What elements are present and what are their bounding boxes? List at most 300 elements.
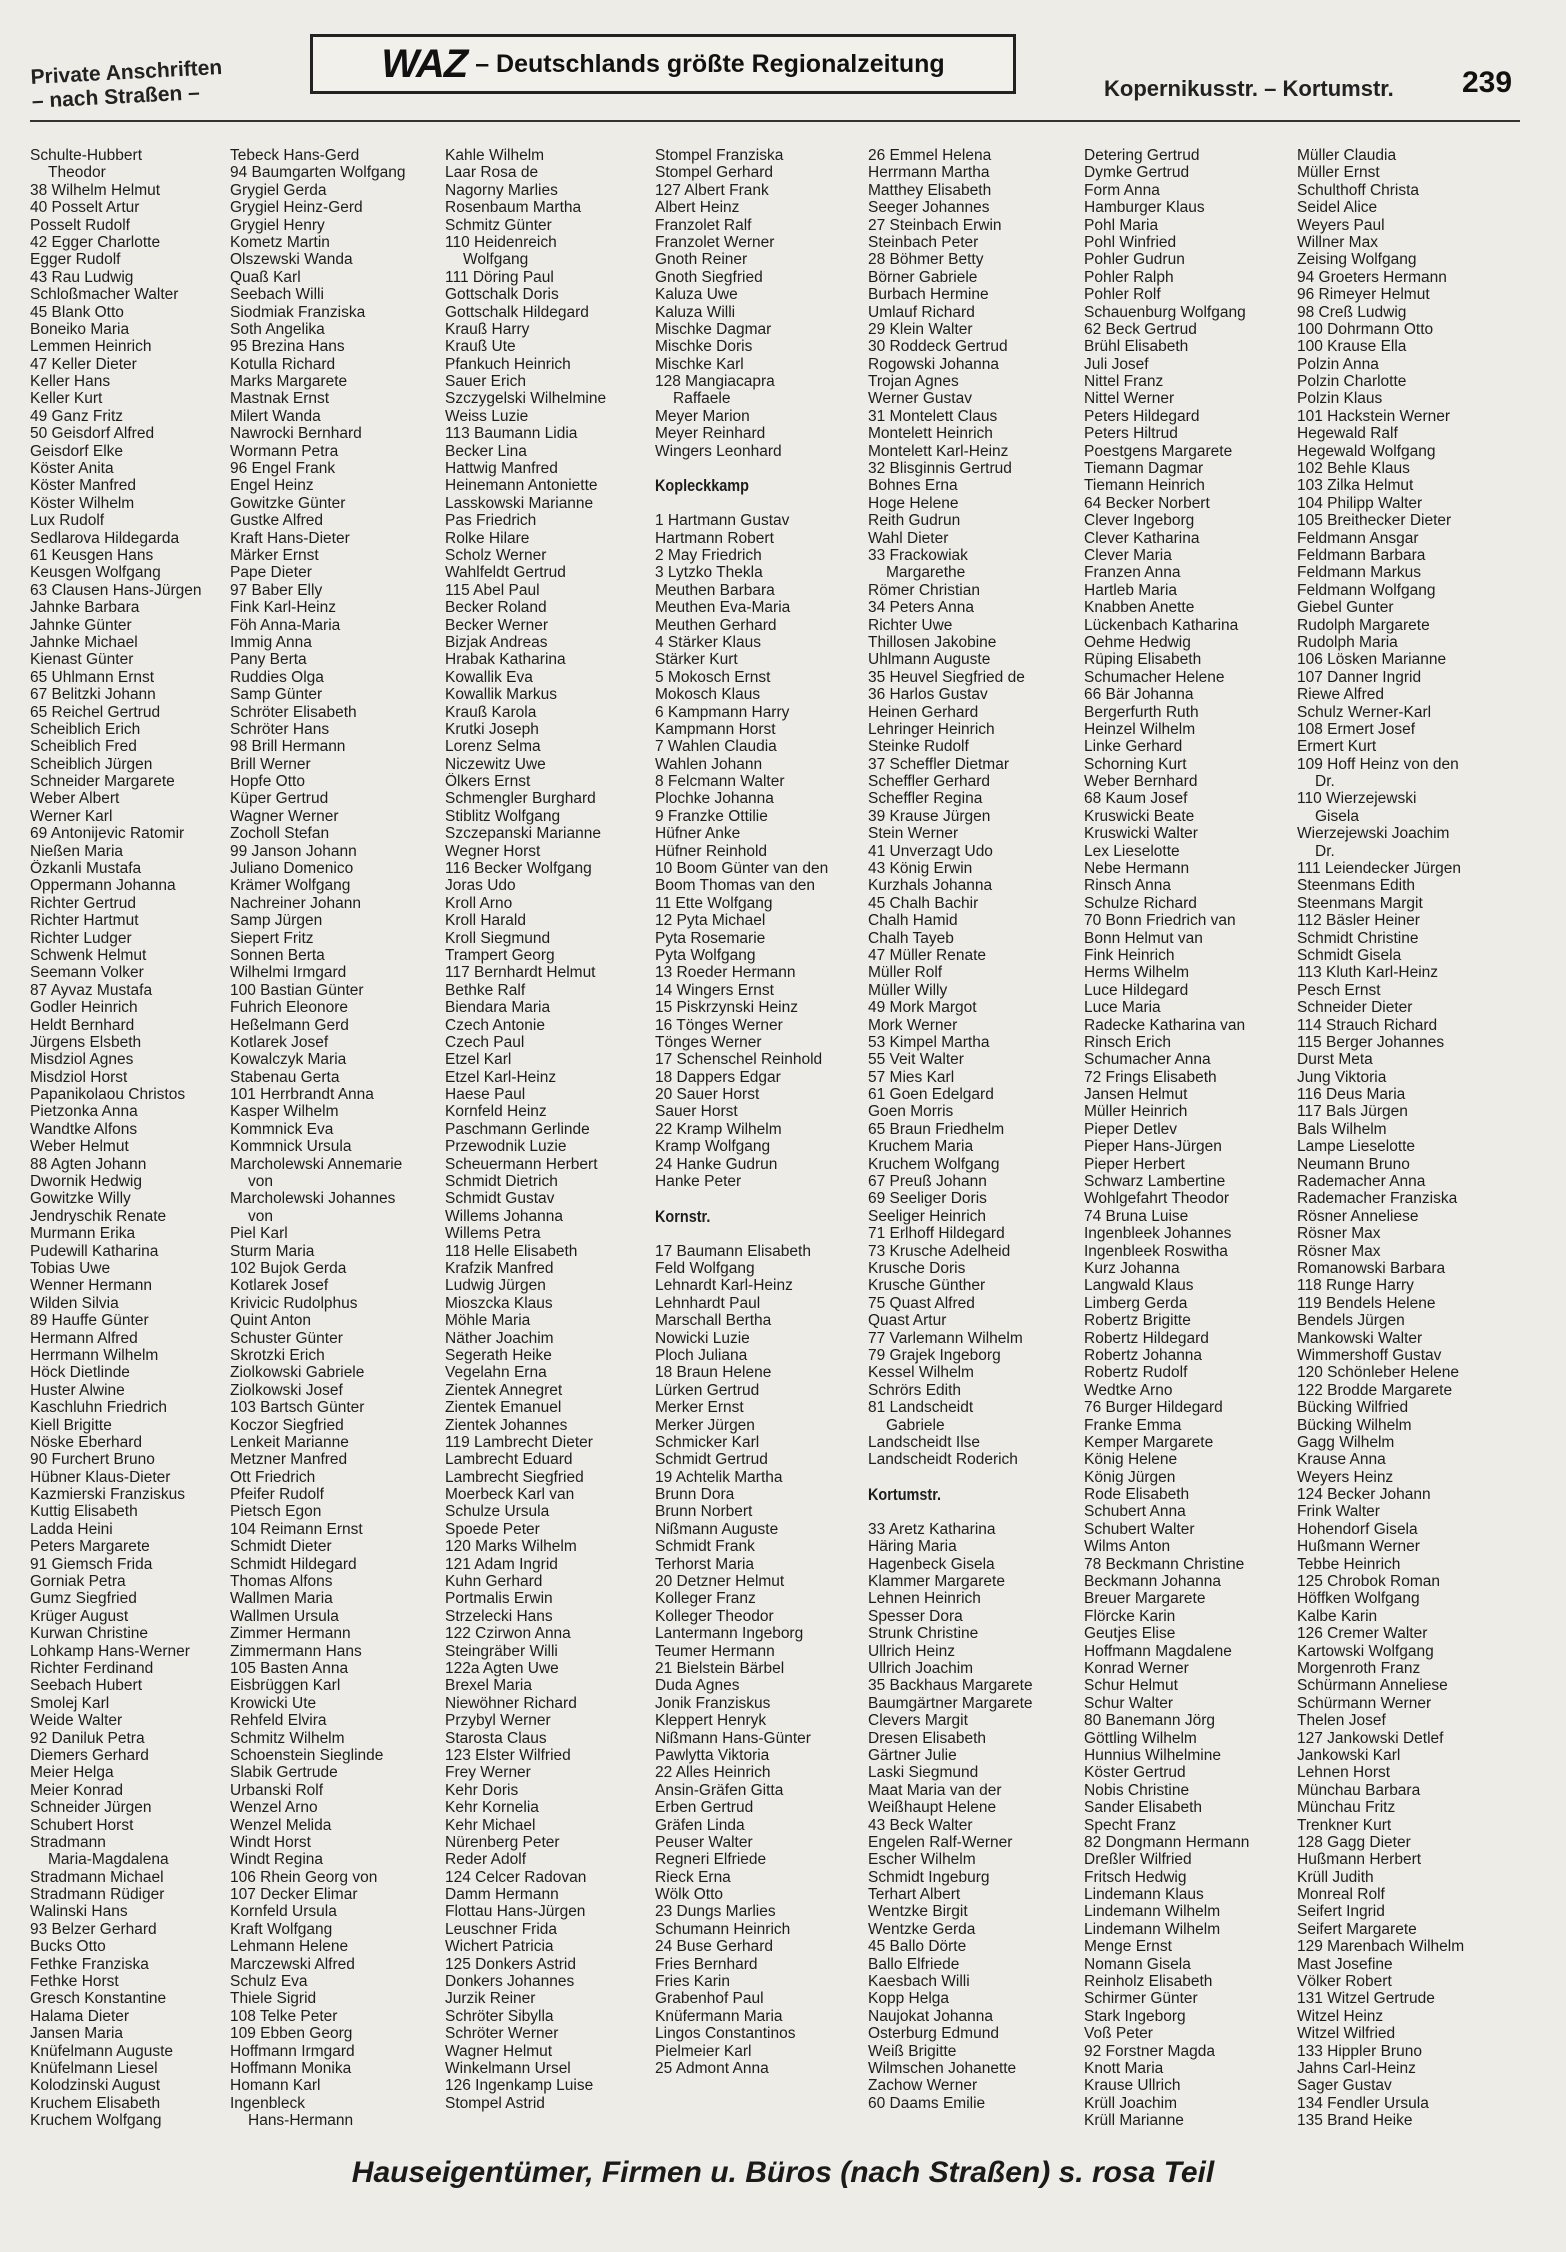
resident-entry: Tebeck Hans-Gerd xyxy=(230,147,360,164)
resident-entry: Schmidt Christine xyxy=(1297,929,1419,947)
resident-entry: Rosenbaum Martha xyxy=(445,199,582,217)
resident-entry: Kopp Helga xyxy=(868,1990,950,2008)
resident-entry: 10 Boom Günter van den xyxy=(655,860,829,878)
resident-entry: Wagner Werner xyxy=(230,807,339,825)
resident-entry: Rode Elisabeth xyxy=(1084,1486,1190,1504)
resident-entry: Luce Maria xyxy=(1084,999,1161,1017)
resident-entry: 38 Wilhelm Helmut xyxy=(30,181,161,199)
resident-entry: Kleppert Henryk xyxy=(655,1712,767,1730)
resident-entry: Jung Viktoria xyxy=(1297,1068,1387,1086)
resident-entry: Trampert Georg xyxy=(445,946,555,964)
resident-entry: Göttling Wilhelm xyxy=(1084,1729,1197,1747)
resident-entry: Franzen Anna xyxy=(1084,564,1181,582)
resident-entry: Walinski Hans xyxy=(30,1903,128,1921)
resident-entry: Slabik Gertrude xyxy=(230,1764,338,1782)
resident-entry: Trenkner Kurt xyxy=(1297,1816,1392,1834)
resident-entry: 13 Roeder Hermann xyxy=(655,964,796,982)
resident-entry: Kaluza Willi xyxy=(655,303,736,321)
resident-entry: Peters Hildegard xyxy=(1084,407,1200,425)
resident-entry: Kowalczyk Maria xyxy=(230,1051,347,1069)
resident-entry: Halama Dieter xyxy=(30,2007,130,2025)
resident-entry: Gräfen Linda xyxy=(655,1816,745,1834)
resident-entry: Kometz Martin xyxy=(230,233,330,251)
resident-entry: Kowallik Markus xyxy=(445,686,557,704)
resident-entry: Huster Alwine xyxy=(30,1381,125,1399)
resident-entry: Kolleger Franz xyxy=(655,1590,756,1608)
resident-entry: Wallmen Maria xyxy=(230,1590,333,1608)
resident-entry: Kuhn Gerhard xyxy=(445,1573,543,1591)
resident-entry: Steinbach Peter xyxy=(868,233,979,251)
resident-entry: Krusche Doris xyxy=(868,1260,966,1277)
resident-entry: Witzel Wilfried xyxy=(1297,2025,1396,2043)
resident-entry: Zientek Johannes xyxy=(445,1416,568,1434)
section-label-line2: – nach Straßen – xyxy=(31,81,201,113)
resident-entry: Biendara Maria xyxy=(445,999,551,1017)
resident-entry: Nöske Eberhard xyxy=(30,1433,143,1451)
resident-entry: Nawrocki Bernhard xyxy=(230,425,362,443)
resident-entry: Kruchem Wolfgang xyxy=(868,1155,1000,1173)
resident-entry: 111 Döring Paul xyxy=(445,268,554,286)
resident-entry: Siodmiak Franziska xyxy=(230,303,366,321)
resident-entry: 106 Lösken Marianne xyxy=(1297,651,1447,669)
resident-entry: Schmidt Gisela xyxy=(1297,946,1402,964)
resident-entry: Hunnius Wilhelmine xyxy=(1084,1746,1221,1764)
resident-entry: 114 Strauch Richard xyxy=(1297,1016,1438,1034)
resident-entry: Müller Rolf xyxy=(868,964,943,982)
resident-entry: 31 Montelett Claus xyxy=(868,407,998,425)
resident-entry: Schuster Günter xyxy=(230,1329,343,1347)
resident-entry: 98 Brill Hermann xyxy=(230,738,346,756)
resident-entry: Schmidt Dieter xyxy=(230,1538,332,1556)
resident-entry: Kaluza Uwe xyxy=(655,286,738,304)
resident-entry: 96 Engel Frank xyxy=(230,460,336,478)
resident-entry: 128 Mangiacapra xyxy=(655,373,775,391)
resident-entry: 102 Bujok Gerda xyxy=(230,1260,347,1277)
resident-entry: Frey Werner xyxy=(445,1764,531,1782)
resident-entry: Rinsch Erich xyxy=(1084,1033,1171,1051)
resident-entry: Krüll Joachim xyxy=(1084,2094,1178,2112)
resident-entry: Nißmann Hans-Günter xyxy=(655,1729,811,1747)
resident-entry: Thelen Josef xyxy=(1297,1712,1386,1730)
resident-entry: 118 Runge Harry xyxy=(1297,1277,1414,1295)
resident-entry: 118 Helle Elisabeth xyxy=(445,1242,578,1260)
resident-entry: Wenzel Arno xyxy=(230,1799,318,1817)
resident-entry: Seeliger Heinrich xyxy=(868,1207,987,1225)
resident-entry: Dymke Gertrud xyxy=(1084,164,1190,182)
resident-entry: Zimmermann Hans xyxy=(230,1642,362,1660)
page-number: 239 xyxy=(1462,66,1513,99)
resident-entry: Misdziol Agnes xyxy=(30,1051,134,1069)
resident-entry: 111 Leiendecker Jürgen xyxy=(1297,860,1462,878)
resident-entry: Rösner Anneliese xyxy=(1297,1207,1419,1225)
resident-entry: Scheffler Gerhard xyxy=(868,773,991,791)
directory-column-2 xyxy=(230,147,406,2130)
resident-entry: Milert Wanda xyxy=(230,407,321,425)
resident-entry: Boom Thomas van den xyxy=(655,877,815,895)
resident-entry: 67 Preuß Johann xyxy=(868,1173,987,1191)
resident-entry: Jurzik Reiner xyxy=(445,1990,536,2008)
resident-entry: Sonnen Berta xyxy=(230,946,325,964)
resident-entry: Wilmschen Johanette xyxy=(868,2059,1017,2077)
resident-entry: 127 Albert Frank xyxy=(655,181,769,199)
resident-entry: Kramp Wolfgang xyxy=(655,1138,771,1156)
resident-entry: 129 Marenbach Wilhelm xyxy=(1297,1938,1465,1956)
resident-entry: Krauß Ute xyxy=(445,338,516,356)
resident-entry: Lasskowski Marianne xyxy=(445,494,594,512)
resident-entry: Scheuermann Herbert xyxy=(445,1155,598,1173)
resident-entry: 37 Scheffler Dietmar xyxy=(868,755,1009,773)
resident-entry: Bendels Jürgen xyxy=(1297,1312,1405,1330)
resident-entry: Moerbeck Karl van xyxy=(445,1486,575,1504)
entry-continuation: Gisela xyxy=(1315,807,1359,825)
resident-entry: 105 Breithecker Dieter xyxy=(1297,512,1452,530)
resident-entry: 7 Wahlen Claudia xyxy=(655,738,777,756)
resident-entry: Wahlen Johann xyxy=(655,755,763,773)
resident-entry: 41 Unverzagt Udo xyxy=(868,842,993,860)
resident-entry: Pudewill Katharina xyxy=(30,1242,159,1260)
resident-entry: Wimmershoff Gustav xyxy=(1297,1346,1442,1364)
resident-entry: Bücking Wilhelm xyxy=(1297,1416,1412,1434)
resident-entry: Limberg Gerda xyxy=(1084,1294,1188,1312)
spacer xyxy=(655,1225,828,1242)
resident-entry: Tiemann Dagmar xyxy=(1084,460,1204,478)
resident-entry: Rudolph Maria xyxy=(1297,633,1398,651)
resident-entry: 124 Celcer Radovan xyxy=(445,1868,587,1886)
resident-entry: Seebach Willi xyxy=(230,286,324,304)
resident-entry: 18 Braun Helene xyxy=(655,1364,772,1382)
resident-entry: Keusgen Wolfgang xyxy=(30,564,161,582)
resident-entry: Meuthen Eva-Maria xyxy=(655,599,791,617)
resident-entry: Boneiko Maria xyxy=(30,320,130,338)
resident-entry: Tobias Uwe xyxy=(30,1260,111,1277)
resident-entry: Montelett Heinrich xyxy=(868,425,993,443)
resident-entry: Müller Heinrich xyxy=(1084,1103,1188,1121)
resident-entry: 120 Schönleber Helene xyxy=(1297,1364,1460,1382)
section-label xyxy=(30,56,232,114)
resident-entry: Pielmeier Karl xyxy=(655,2042,752,2060)
resident-entry: Meuthen Gerhard xyxy=(655,616,777,634)
directory-column-1 xyxy=(30,147,201,2130)
resident-entry: 73 Krusche Adelheid xyxy=(868,1242,1011,1260)
resident-entry: 126 Ingenkamp Luise xyxy=(445,2077,594,2095)
resident-entry: Schmidt Gustav xyxy=(445,1190,555,1208)
resident-entry: 2 May Friedrich xyxy=(655,546,762,564)
resident-entry: Schauenburg Wolfgang xyxy=(1084,303,1246,321)
resident-entry: Feld Wolfgang xyxy=(655,1260,755,1277)
resident-entry: Krüll Marianne xyxy=(1084,2112,1184,2130)
resident-entry: Knüfermann Maria xyxy=(655,2007,783,2025)
resident-entry: 47 Keller Dieter xyxy=(30,355,137,373)
resident-entry: Föh Anna-Maria xyxy=(230,616,341,634)
resident-entry: 65 Uhlmann Ernst xyxy=(30,668,155,686)
resident-entry: Murmann Erika xyxy=(30,1225,136,1243)
resident-entry: Krämer Wolfgang xyxy=(230,877,351,895)
resident-entry: Bucks Otto xyxy=(30,1938,106,1956)
resident-entry: Jahnke Barbara xyxy=(30,599,140,617)
resident-entry: 28 Böhmer Betty xyxy=(868,251,984,269)
resident-entry: Mischke Dagmar xyxy=(655,320,772,338)
resident-entry: Völker Robert xyxy=(1297,1973,1392,1991)
resident-entry: Landscheidt Roderich xyxy=(868,1451,1018,1469)
resident-entry: 75 Quast Alfred xyxy=(868,1294,975,1312)
resident-entry: 119 Lambrecht Dieter xyxy=(445,1433,593,1451)
resident-entry: Lehmann Helene xyxy=(230,1938,349,1956)
resident-entry: 121 Adam Ingrid xyxy=(445,1555,558,1573)
resident-entry: Lindemann Wilhelm xyxy=(1084,1903,1221,1921)
resident-entry: Geisdorf Elke xyxy=(30,442,124,460)
resident-entry: Köster Anita xyxy=(30,460,114,478)
resident-entry: Krutki Joseph xyxy=(445,720,539,738)
resident-entry: Gorniak Petra xyxy=(30,1573,126,1591)
resident-entry: Schmidt Hildegard xyxy=(230,1555,357,1573)
resident-entry: Merker Ernst xyxy=(655,1399,744,1417)
resident-entry: 72 Frings Elisabeth xyxy=(1084,1068,1217,1086)
resident-entry: 53 Kimpel Martha xyxy=(868,1033,990,1051)
resident-entry: Ingenbleck xyxy=(230,2094,305,2112)
resident-entry: Schürmann Anneliese xyxy=(1297,1677,1448,1695)
directory-column-4 xyxy=(655,147,828,2077)
resident-entry: 98 Creß Ludwig xyxy=(1297,303,1407,321)
resident-entry: Feldmann Barbara xyxy=(1297,546,1426,564)
resident-entry: 4 Stärker Klaus xyxy=(655,633,761,651)
resident-entry: Rieck Erna xyxy=(655,1868,731,1886)
resident-entry: Haese Paul xyxy=(445,1086,526,1104)
resident-entry: Gottschalk Doris xyxy=(445,286,559,304)
resident-entry: Szczygelski Wilhelmine xyxy=(445,390,607,408)
resident-entry: Lenkeit Marianne xyxy=(230,1433,349,1451)
resident-entry: 21 Bielstein Bärbel xyxy=(655,1659,785,1677)
resident-entry: Rudolph Margarete xyxy=(1297,616,1430,634)
resident-entry: Rüping Elisabeth xyxy=(1084,651,1202,669)
resident-entry: Weide Walter xyxy=(30,1712,123,1730)
resident-entry: Pyta Rosemarie xyxy=(655,929,766,947)
resident-entry: 113 Kluth Karl-Heinz xyxy=(1297,964,1439,982)
resident-entry: Lückenbach Katharina xyxy=(1084,616,1239,634)
resident-entry: 17 Baumann Elisabeth xyxy=(655,1242,811,1260)
resident-entry: Schulte-Hubbert xyxy=(30,147,143,164)
resident-entry: 43 Rau Ludwig xyxy=(30,268,134,286)
resident-entry: Höck Dietlinde xyxy=(30,1364,130,1382)
resident-entry: Polzin Klaus xyxy=(1297,390,1383,408)
resident-entry: Brühl Elisabeth xyxy=(1084,338,1189,356)
resident-entry: 15 Piskrzynski Heinz xyxy=(655,999,798,1017)
resident-entry: Rolke Hilare xyxy=(445,529,530,547)
resident-entry: Ballo Elfriede xyxy=(868,1955,960,1973)
resident-entry: 80 Banemann Jörg xyxy=(1084,1712,1215,1730)
resident-entry: Spoede Peter xyxy=(445,1520,540,1538)
resident-entry: Lingos Constantinos xyxy=(655,2025,796,2043)
resident-entry: 122a Agten Uwe xyxy=(445,1659,559,1677)
resident-entry: Rösner Max xyxy=(1297,1225,1381,1243)
resident-entry: Werner Karl xyxy=(30,807,113,825)
resident-entry: Hopfe Otto xyxy=(230,773,305,791)
resident-entry: Monreal Rolf xyxy=(1297,1886,1385,1904)
resident-entry: Häring Maria xyxy=(868,1538,957,1556)
resident-entry: Wallmen Ursula xyxy=(230,1607,339,1625)
resident-entry: Schrörs Edith xyxy=(868,1381,962,1399)
resident-entry: 133 Hippler Bruno xyxy=(1297,2042,1422,2060)
resident-entry: Clever Katharina xyxy=(1084,529,1200,547)
resident-entry: 76 Burger Hildegard xyxy=(1084,1399,1223,1417)
resident-entry: 17 Schenschel Reinhold xyxy=(655,1051,823,1069)
resident-entry: 71 Erlhoff Hildegard xyxy=(868,1225,1005,1243)
resident-entry: Giebel Gunter xyxy=(1297,599,1394,617)
resident-entry: Scheiblich Jürgen xyxy=(30,755,153,773)
resident-entry: Detering Gertrud xyxy=(1084,147,1200,164)
resident-entry: 93 Belzer Gerhard xyxy=(30,1920,157,1938)
resident-entry: Linke Gerhard xyxy=(1084,738,1183,756)
resident-entry: Frink Walter xyxy=(1297,1503,1380,1521)
resident-entry: Hegewald Wolfgang xyxy=(1297,442,1436,460)
resident-entry: Hußmann Herbert xyxy=(1297,1851,1422,1869)
resident-entry: Scheiblich Erich xyxy=(30,720,141,738)
resident-entry: Urbanski Rolf xyxy=(230,1781,324,1799)
resident-entry: Münchau Fritz xyxy=(1297,1799,1396,1817)
resident-entry: Bergerfurth Ruth xyxy=(1084,703,1199,721)
resident-entry: Fink Karl-Heinz xyxy=(230,599,336,617)
resident-entry: Richter Uwe xyxy=(868,616,953,634)
resident-entry: Grygiel Heinz-Gerd xyxy=(230,199,363,217)
resident-entry: Ziolkowski Josef xyxy=(230,1381,343,1399)
resident-entry: Kotlarek Josef xyxy=(230,1033,329,1051)
resident-entry: Seebach Hubert xyxy=(30,1677,143,1695)
resident-entry: Hanke Peter xyxy=(655,1173,742,1191)
resident-entry: Krüll Judith xyxy=(1297,1868,1374,1886)
resident-entry: Lorenz Selma xyxy=(445,738,541,756)
resident-entry: Peuser Walter xyxy=(655,1833,753,1851)
resident-entry: Becker Lina xyxy=(445,442,527,460)
resident-entry: Albert Heinz xyxy=(655,199,740,217)
spacer xyxy=(655,460,828,477)
resident-entry: Ploch Juliana xyxy=(655,1346,748,1364)
resident-entry: Schubert Horst xyxy=(30,1816,134,1834)
resident-entry: Hermann Alfred xyxy=(30,1329,138,1347)
resident-entry: Meyer Reinhard xyxy=(655,425,766,443)
resident-entry: 91 Giemsch Frida xyxy=(30,1555,153,1573)
resident-entry: Fritsch Hedwig xyxy=(1084,1868,1187,1886)
resident-entry: Flottau Hans-Jürgen xyxy=(445,1903,586,1921)
resident-entry: Heinen Gerhard xyxy=(868,703,979,721)
resident-entry: Franke Emma xyxy=(1084,1416,1182,1434)
resident-entry: Weyers Paul xyxy=(1297,216,1385,234)
street-heading: Kortumstr. xyxy=(868,1486,942,1504)
resident-entry: Mork Werner xyxy=(868,1016,958,1034)
resident-entry: Fries Bernhard xyxy=(655,1955,758,1973)
resident-entry: Mast Josefine xyxy=(1297,1955,1393,1973)
entry-continuation: von xyxy=(248,1207,273,1225)
resident-entry: 43 König Erwin xyxy=(868,860,973,878)
resident-entry: 113 Baumann Lidia xyxy=(445,425,578,443)
resident-entry: Kowallik Eva xyxy=(445,668,533,686)
resident-entry: Steenmans Margit xyxy=(1297,894,1423,912)
resident-entry: Peters Margarete xyxy=(30,1538,150,1556)
resident-entry: Langwald Klaus xyxy=(1084,1277,1194,1295)
resident-entry: Laski Siegmund xyxy=(868,1764,979,1782)
resident-entry: Kaesbach Willi xyxy=(868,1973,970,1991)
resident-entry: Starosta Claus xyxy=(445,1729,547,1747)
resident-entry: Kurzhals Johanna xyxy=(868,877,993,895)
resident-entry: 78 Beckmann Christine xyxy=(1084,1555,1245,1573)
resident-entry: 109 Hoff Heinz von den xyxy=(1297,755,1459,773)
resident-entry: Joras Udo xyxy=(445,877,516,895)
resident-entry: Kruswicki Walter xyxy=(1084,825,1198,843)
resident-entry: Stompel Astrid xyxy=(445,2094,545,2112)
resident-entry: 117 Bals Jürgen xyxy=(1297,1103,1408,1121)
resident-entry: 61 Goen Edelgard xyxy=(868,1086,994,1104)
resident-entry: Heinzel Wilhelm xyxy=(1084,720,1196,738)
entry-continuation: Maria-Magdalena xyxy=(48,1851,169,1869)
resident-entry: Clever Ingeborg xyxy=(1084,512,1195,530)
resident-entry: 20 Detzner Helmut xyxy=(655,1573,785,1591)
resident-entry: Niczewitz Uwe xyxy=(445,755,546,773)
resident-entry: 49 Ganz Fritz xyxy=(30,407,124,425)
header-divider xyxy=(30,120,1520,122)
resident-entry: Gnoth Siegfried xyxy=(655,268,763,286)
resident-entry: Geutjes Elise xyxy=(1084,1625,1176,1643)
resident-entry: Willner Max xyxy=(1297,233,1378,251)
resident-entry: 61 Keusgen Hans xyxy=(30,546,154,564)
resident-entry: 89 Hauffe Günter xyxy=(30,1312,149,1330)
resident-entry: Krause Anna xyxy=(1297,1451,1386,1469)
resident-entry: Vegelahn Erna xyxy=(445,1364,547,1382)
resident-entry: Kahle Wilhelm xyxy=(445,147,545,164)
resident-entry: Leuschner Frida xyxy=(445,1920,558,1938)
resident-entry: Pohl Maria xyxy=(1084,216,1159,234)
resident-entry: 47 Müller Renate xyxy=(868,946,987,964)
resident-entry: Bonn Helmut van xyxy=(1084,929,1203,947)
resident-entry: Müller Claudia xyxy=(1297,147,1397,164)
resident-entry: Naujokat Johanna xyxy=(868,2007,993,2025)
resident-entry: Kehr Doris xyxy=(445,1781,519,1799)
resident-entry: Lürken Gertrud xyxy=(655,1381,760,1399)
resident-entry: Lohkamp Hans-Werner xyxy=(30,1642,190,1660)
resident-entry: Bücking Wilfried xyxy=(1297,1399,1409,1417)
resident-entry: Witzel Heinz xyxy=(1297,2007,1384,2025)
resident-entry: Meuthen Barbara xyxy=(655,581,775,599)
resident-entry: Köster Manfred xyxy=(30,477,136,495)
resident-entry: Soth Angelika xyxy=(230,320,325,338)
resident-entry: 125 Chrobok Roman xyxy=(1297,1573,1441,1591)
resident-entry: Kraft Hans-Dieter xyxy=(230,529,350,547)
resident-entry: 104 Reimann Ernst xyxy=(230,1520,363,1538)
resident-entry: Kuttig Elisabeth xyxy=(30,1503,138,1521)
resident-entry: Jansen Maria xyxy=(30,2025,124,2043)
resident-entry: Nowicki Luzie xyxy=(655,1329,750,1347)
resident-entry: Märker Ernst xyxy=(230,546,319,564)
resident-entry: Schumacher Helene xyxy=(1084,668,1225,686)
resident-entry: Stompel Gerhard xyxy=(655,164,774,182)
resident-entry: 124 Becker Johann xyxy=(1297,1486,1431,1504)
resident-entry: Feldmann Ansgar xyxy=(1297,529,1419,547)
resident-entry: Lehnen Horst xyxy=(1297,1764,1391,1782)
resident-entry: Börner Gabriele xyxy=(868,268,978,286)
resident-entry: Nomann Gisela xyxy=(1084,1955,1191,1973)
resident-entry: Kehr Kornelia xyxy=(445,1799,539,1817)
spacer xyxy=(655,1190,828,1207)
resident-entry: Mioszcka Klaus xyxy=(445,1294,553,1312)
resident-entry: Fuhrich Eleonore xyxy=(230,999,349,1017)
resident-entry: Peters Hiltrud xyxy=(1084,425,1178,443)
resident-entry: Neumann Bruno xyxy=(1297,1155,1410,1173)
entry-continuation: Raffaele xyxy=(673,390,731,408)
resident-entry: Nagorny Marlies xyxy=(445,181,558,199)
resident-entry: Voß Peter xyxy=(1084,2025,1153,2043)
resident-entry: Becker Werner xyxy=(445,616,549,634)
resident-entry: 94 Groeters Hermann xyxy=(1297,268,1447,286)
resident-entry: 92 Daniluk Petra xyxy=(30,1729,145,1747)
resident-entry: Posselt Rudolf xyxy=(30,216,130,234)
resident-entry: Przewodnik Luzie xyxy=(445,1138,567,1156)
